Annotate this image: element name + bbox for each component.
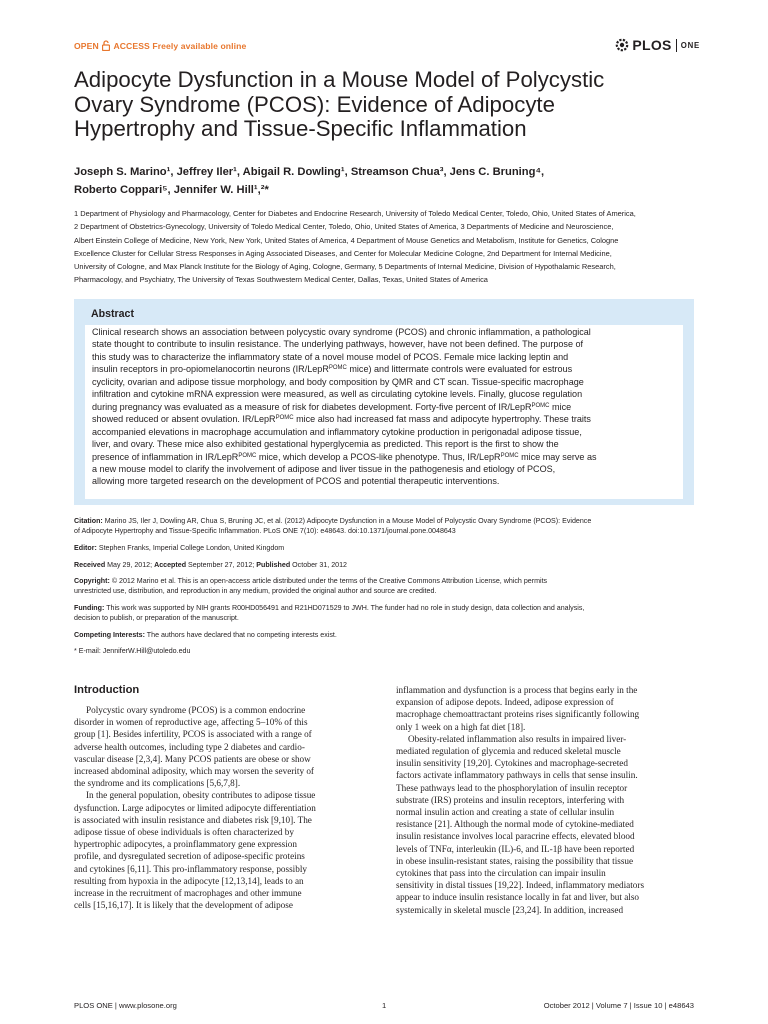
body-text-line: resulting from hypoxia in the adipocyte [12,13,14], leads to an: [74, 875, 304, 886]
affiliations: [74, 207, 704, 287]
affiliation-line: Excellence Cluster for Cellular Stress Responses in Aging Associated Diseases, and Center for Molecular Medicine Cologne, 2nd Department for Internal Medicine,: [74, 248, 612, 258]
body-text-line: macrophage chemoattractant proteins rises significantly following: [396, 709, 640, 720]
superscript: POMC: [238, 452, 257, 459]
body-text-line: These pathways lead to the phosphorylation of insulin receptor: [396, 782, 628, 793]
abstract-line: [92, 413, 678, 425]
accepted-date: September 27, 2012;: [188, 561, 255, 569]
abstract-line: [92, 326, 678, 338]
journal-header: [74, 36, 700, 56]
body-text-line: adverse health outcomes, including type 2 diabetes and cardio-: [74, 741, 305, 752]
body-text-line: sensitivity in distal tissues [19,22]. Indeed, inflammatory mediators: [396, 880, 645, 891]
introduction-left-column: [74, 704, 370, 911]
abstract-line: [92, 351, 678, 363]
footer-issue: October 2012 | Volume 7 | Issue 10 | e48643: [543, 1001, 694, 1010]
superscript: POMC: [328, 365, 347, 372]
abstract-line: [92, 376, 678, 388]
body-text-line: levels of TNFα, interleukin (IL)-6, and IL-1β have been reported: [396, 843, 635, 854]
superscript: POMC: [500, 452, 519, 459]
body-text-line: profile, and dysregulated secretion of adipose-specific proteins: [74, 851, 305, 862]
body-text-line: adipose tissue of obese individuals is often characterized by: [74, 827, 294, 838]
body-text-line: cells [15,16,17]. It is likely that the development of adipose: [74, 900, 293, 911]
abstract-segment: showed reduced or absent ovulation. IR/LepR: [92, 414, 276, 425]
body-text-line: normal insulin action and creating a state of cellular insulin: [396, 807, 615, 818]
abstract-line: [92, 438, 678, 450]
abstract-line: [92, 401, 678, 413]
abstract-segment: allowing more targeted research on the development of PCOS and potential therapeutic interventions.: [92, 476, 500, 487]
body-text-line: is associated with insulin resistance and diabetes risk [9,10]. The: [74, 814, 312, 825]
abstract-segment: Clinical research shows an association between polycystic ovary syndrome (PCOS) and chronic inflammation, a pathological: [92, 327, 591, 337]
abstract-segment: state thought to contribute to insulin resistance. The underlying pathways, however, have not been defined. The purpose of: [92, 339, 584, 350]
abstract-heading: Abstract: [91, 308, 134, 320]
abstract-segment: mice may serve as: [518, 451, 597, 462]
introduction-right-column: [396, 684, 692, 916]
body-text-line: Polycystic ovary syndrome (PCOS) is a common endocrine: [86, 705, 306, 715]
published-date: October 31, 2012: [292, 561, 347, 569]
funding-label: Funding:: [74, 604, 105, 612]
abstract-text: [92, 326, 678, 488]
abstract-box: [74, 299, 694, 505]
body-text-line: substrate (IRS) proteins and insulin receptors, interfering with: [396, 794, 625, 805]
abstract-line: [92, 475, 678, 487]
plos-one-wordmark: ONE: [680, 40, 700, 50]
abstract-segment: mice) and littermate controls were evaluated for estrous: [346, 364, 573, 375]
abstract-segment: a new mouse model to clarify the involvement of adipose and liver tissue in the pathogenesis and etiology of PCOS,: [92, 463, 556, 474]
body-text-line: Obesity-related inflammation also results in impaired liver-: [408, 733, 627, 744]
received-label: Received: [74, 561, 106, 569]
logo-divider: [676, 39, 677, 52]
body-text-line: mediated regulation of glycemia and reduced skeletal muscle: [396, 746, 621, 757]
citation: [74, 516, 700, 537]
copyright-text: © 2012 Marino et al. This is an open-access article distributed under the terms of the Creative Commons Attribution License, which permits: [111, 577, 548, 585]
abstract-segment: presence of inflammation in IR/LepR: [92, 451, 239, 462]
body-text-line: in obese insulin-resistant states, raising the possibility that tissue: [396, 855, 634, 866]
abstract-segment: mice, which develop a PCOS-like phenotype. Thus, IR/LepR: [256, 451, 501, 462]
copyright-text-cont: unrestricted use, distribution, and reproduction in any medium, provided the original author and source are credited.: [74, 587, 437, 596]
abstract-segment: accompanied elevations in macrophage accumulation and inflammatory cytokine production in perigonadal adipose tissue,: [92, 426, 582, 437]
affiliation-line: University of Cologne, and Max Planck Institute for the Biology of Aging, Cologne, Germany, 5 Departments of Internal Medicine, Division of Hypothalamic Research,: [74, 262, 616, 272]
dates: [74, 560, 700, 570]
abstract-line: [92, 463, 678, 475]
open-access-banner: [74, 40, 246, 51]
copyright-label: Copyright:: [74, 577, 110, 585]
abstract-line: [92, 426, 678, 438]
abstract-line: [92, 388, 678, 400]
body-text-line: increase in the recruitment of macrophages and other immune: [74, 888, 302, 899]
title-line: Ovary Syndrome (PCOS): Evidence of Adipocyte: [74, 91, 555, 117]
published-label: Published: [256, 561, 291, 569]
citation-text-cont: of Adipocyte Hypertrophy and Tissue-Specific Inflammation. PLoS ONE 7(10): e48643. doi:10.1371/journal.pone.0048643: [74, 527, 456, 536]
body-text-line: only 1 week on a high fat diet [18].: [396, 721, 526, 732]
body-text-line: resistance [21]. Although the normal mode of cytokine-mediated: [396, 819, 634, 830]
footer-page-number: 1: [382, 1001, 387, 1010]
plos-wordmark: PLOS: [632, 37, 672, 53]
affiliation-line: 1 Department of Physiology and Pharmacology, Center for Diabetes and Endocrine Research, University of Toledo Medical Center, Toledo, Ohio, United States of America,: [74, 209, 636, 218]
body-text-line: group [1]. Besides infertility, PCOS is associated with a range of: [74, 729, 312, 740]
competing-label: Competing Interests:: [74, 631, 145, 639]
abstract-segment: insulin receptors in pro-opiomelanocortin neurons (IR/LepR: [92, 364, 329, 375]
body-text-line: factors activate inflammatory pathways in cells that sense insulin.: [396, 770, 638, 781]
citation-label: Citation:: [74, 517, 103, 525]
editor: [74, 543, 700, 553]
competing-text: The authors have declared that no competing interests exist.: [146, 631, 337, 639]
author-list: [74, 164, 704, 199]
body-text-line: In the general population, obesity contributes to adipose tissue: [86, 790, 316, 801]
email: [74, 646, 700, 656]
body-text-line: dysfunction. Large adipocytes or limited adipocyte differentiation: [74, 802, 316, 813]
body-text-line: insulin sensitivity [19,20]. Cytokines and macrophage-secreted: [396, 758, 628, 769]
citation-text: Marino JS, Iler J, Dowling AR, Chua S, Bruning JC, et al. (2012) Adipocyte Dysfunction in a Mouse Model of Polycystic Ovary Syndrome (PCOS): Evidence: [104, 517, 592, 525]
plos-gear-icon: [614, 37, 630, 53]
editor-label: Editor:: [74, 544, 97, 552]
title-line: Hypertrophy and Tissue-Specific Inflammation: [74, 116, 527, 141]
funding: [74, 603, 700, 624]
author-line: Roberto Coppari⁵, Jennifer W. Hill¹,²*: [74, 183, 269, 196]
abstract-segment: during pregnancy was evaluated as a measure of risk for diabetes development. Forty-five percent of IR/LepR: [92, 401, 532, 412]
affiliation-line: 2 Department of Obstetrics-Gynecology, University of Toledo Medical Center, Toledo, Ohio, United States of America, 3 Departments of Medicine and Neuroscience,: [74, 222, 614, 232]
introduction-heading: Introduction: [74, 684, 140, 696]
body-text-line: hypertrophic adipocytes, a proinflammatory gene expression: [74, 839, 297, 850]
email-text: * E-mail: JenniferW.Hill@utoledo.edu: [74, 647, 191, 655]
affiliation-line: Pharmacology, and Psychiatry, The University of Texas Southwestern Medical Center, Dallas, Texas, United States of America: [74, 275, 488, 285]
superscript: POMC: [531, 402, 550, 409]
abstract-segment: this study was to characterize the inflammatory state of a novel mouse model of PCOS. Female mice lacking leptin and: [92, 351, 569, 362]
body-text-line: disorder in women of reproductive age, affecting 5–10% of this: [74, 717, 308, 728]
open-lock-icon: [102, 40, 110, 51]
competing-interests: [74, 630, 700, 640]
accepted-label: Accepted: [154, 561, 187, 569]
body-text-line: cytokines that pass into the circulation can impair insulin: [396, 868, 606, 879]
abstract-line: [92, 451, 678, 463]
open-access-pre: OPEN: [74, 41, 99, 51]
superscript: POMC: [275, 415, 294, 422]
article-title: [74, 68, 704, 142]
abstract-segment: cyclicity, ovarian and adipose tissue morphology, and body composition by QMR and CT scan. Tissue-specific macrophage: [92, 376, 584, 387]
abstract-line: [92, 363, 678, 375]
body-text-line: increased abdominal adiposity, which may worsen the severity of: [74, 766, 314, 777]
title-line: Adipocyte Dysfunction in a Mouse Model of Polycystic: [74, 67, 605, 92]
abstract-panel: [85, 325, 683, 499]
editor-text: Stephen Franks, Imperial College London, United Kingdom: [98, 544, 285, 552]
affiliation-line: Albert Einstein College of Medicine, New York, New York, United States of America, 4 Department of Mouse Genetics and Metabolism, Institute for Genetics, Cologne: [74, 235, 619, 245]
open-access-post: ACCESS Freely available online: [113, 41, 247, 51]
body-text-line: the syndrome and its complications [5,6,7,8].: [74, 778, 241, 789]
body-text-line: expansion of adipose depots. Indeed, adipose expression of: [396, 697, 614, 708]
plos-one-logo: [614, 36, 700, 54]
author-line: Joseph S. Marino¹, Jeffrey Iler¹, Abigail R. Dowling¹, Streamson Chua³, Jens C. Bruning⁴,: [74, 166, 545, 178]
body-text-line: inflammation and dysfunction is a process that begins early in the: [396, 685, 638, 695]
abstract-segment: mice: [549, 401, 572, 412]
abstract-segment: liver, and ovary. These mice also exhibited gestational hyperglycemia as predicted. This report is the first to show the: [92, 439, 559, 450]
abstract-line: [92, 338, 678, 350]
received-date: May 29, 2012;: [107, 561, 153, 569]
body-text-line: appear to induce insulin resistance locally in fat and liver, but also: [396, 892, 640, 903]
body-text-line: systemically in skeletal muscle [23,24]. In addition, increased: [396, 904, 624, 915]
body-text-line: insulin resistance involves local paracrine effects, elevated blood: [396, 831, 635, 842]
funding-text-cont: decision to publish, or preparation of the manuscript.: [74, 614, 239, 623]
body-text-line: and cytokines [6,11]. This pro-inflammatory response, possibly: [74, 863, 307, 874]
abstract-segment: infiltration and cytokine mRNA expression were measured, as well as circulating cytokine levels. Finally, glucose regulation: [92, 389, 583, 400]
footer-journal: PLOS ONE | www.plosone.org: [74, 1001, 177, 1010]
funding-text: This work was supported by NIH grants R00HD056491 and R21HD071529 to JWH. The funder had no role in study design, data collection and analysis,: [106, 604, 585, 612]
body-text-line: vascular disease [2,3,4]. Many PCOS patients are obese or show: [74, 753, 311, 764]
abstract-segment: mice also had increased fat mass and adipocyte hypertrophy. These traits: [293, 414, 591, 425]
copyright: [74, 576, 700, 597]
